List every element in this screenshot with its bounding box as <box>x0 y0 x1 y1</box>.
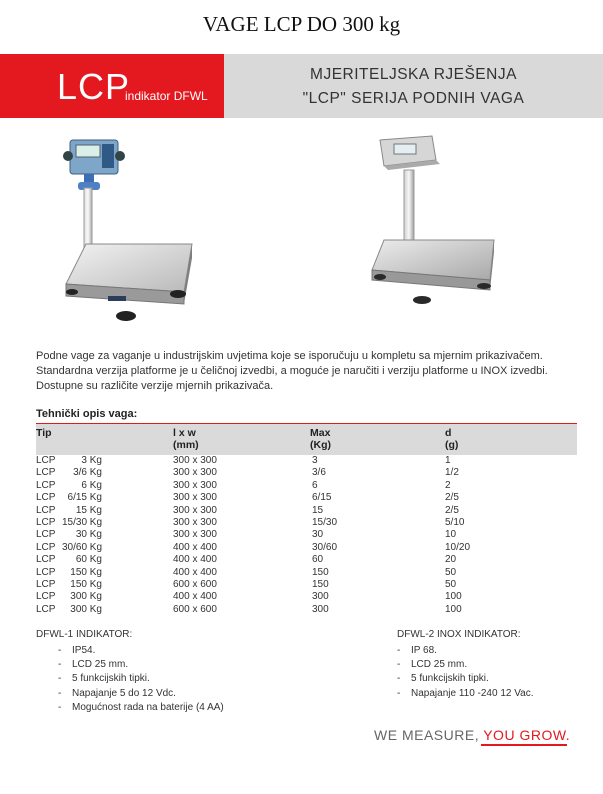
cell-d: 1 <box>445 455 451 466</box>
cell-tip: LCP <box>36 603 56 615</box>
banner-heading-line2: "LCP" SERIJA PODNIH VAGA <box>302 90 525 107</box>
cell-tip: LCP <box>36 479 56 491</box>
table-body <box>36 455 577 616</box>
cell-size: 600 x 600 <box>173 603 217 615</box>
feature-item: - LCD 25 mm. <box>397 659 597 673</box>
feature-item: - Mogućnost rada na baterije (4 AA) <box>36 702 336 716</box>
cell-cap: 300 Kg <box>70 603 102 615</box>
feature-item: - IP 68. <box>397 645 597 659</box>
cell-d: 1/2 <box>445 467 459 479</box>
header-size: l x w (mm) <box>173 427 199 451</box>
cell-cap: 150 Kg <box>70 566 102 578</box>
table-row <box>36 480 577 492</box>
header-tip: Tip <box>36 427 52 439</box>
cell-tip: LCP <box>36 578 56 590</box>
cell-size: 300 x 300 <box>173 455 217 466</box>
page-title: VAGE LCP DO 300 kg <box>202 12 401 36</box>
specs-title: Tehnički opis vaga: <box>36 408 138 420</box>
table-header <box>36 423 577 455</box>
cell-d: 100 <box>445 603 462 615</box>
cell-size: 400 x 400 <box>173 541 217 553</box>
cell-max: 15/30 <box>312 516 338 528</box>
cell-cap: 6 Kg <box>81 479 102 491</box>
cell-max: 15 <box>312 504 324 516</box>
cell-cap: 15/30 Kg <box>62 516 103 528</box>
cell-size: 300 x 300 <box>173 492 217 504</box>
cell-cap: 30/60 Kg <box>62 541 103 553</box>
dfwl2-title: DFWL-2 INOX INDIKATOR: <box>397 629 521 640</box>
cell-max: 150 <box>312 578 329 590</box>
specs-table <box>36 423 577 616</box>
cell-max: 300 <box>312 603 329 615</box>
cell-d: 2/5 <box>445 492 459 504</box>
table-row <box>36 579 577 591</box>
slogan-underline <box>481 744 567 746</box>
cell-cap: 30 Kg <box>75 529 102 541</box>
table-row <box>36 492 577 504</box>
table-row <box>36 567 577 579</box>
table-row <box>36 455 577 467</box>
slogan: WE MEASURE, YOU GROW. <box>374 727 571 743</box>
table-row <box>36 542 577 554</box>
cell-cap: 60 Kg <box>75 554 102 566</box>
cell-cap: 15 Kg <box>75 504 102 516</box>
cell-tip: LCP <box>36 566 56 578</box>
feature-item: - 5 funkcijskih tipki. <box>397 673 597 687</box>
cell-size: 300 x 300 <box>173 504 217 516</box>
cell-max: 6/15 <box>312 492 332 504</box>
cell-max: 300 <box>312 591 329 603</box>
cell-max: 3/6 <box>312 467 326 479</box>
cell-size: 600 x 600 <box>173 578 217 590</box>
feature-item: - 5 funkcijskih tipki. <box>36 673 336 687</box>
cell-max: 60 <box>312 554 324 566</box>
feature-item: - LCD 25 mm. <box>36 659 336 673</box>
cell-d: 100 <box>445 591 462 603</box>
cell-cap: 300 Kg <box>70 591 102 603</box>
cell-max: 150 <box>312 566 329 578</box>
table-row <box>36 467 577 479</box>
banner-heading-line1: MJERITELJSKA RJEŠENJA <box>310 66 517 83</box>
cell-size: 300 x 300 <box>173 529 217 541</box>
cell-tip: LCP <box>36 492 56 504</box>
cell-tip: LCP <box>36 516 56 528</box>
heading-band <box>224 54 603 118</box>
cell-tip: LCP <box>36 591 56 603</box>
table-row <box>36 554 577 566</box>
cell-cap: 3/6 Kg <box>73 467 102 479</box>
cell-tip: LCP <box>36 529 56 541</box>
feature-item: - Napajanje 5 do 12 Vdc. <box>36 688 336 702</box>
steel-scale-image <box>56 132 206 332</box>
cell-d: 2/5 <box>445 504 459 516</box>
cell-tip: LCP <box>36 455 56 466</box>
cell-d: 5/10 <box>445 516 465 528</box>
cell-d: 50 <box>445 578 457 590</box>
cell-max: 3 <box>312 455 318 466</box>
cell-cap: 3 Kg <box>81 455 102 466</box>
cell-size: 400 x 400 <box>173 566 217 578</box>
table-row <box>36 591 577 603</box>
cell-tip: LCP <box>36 504 56 516</box>
cell-d: 50 <box>445 566 457 578</box>
inox-scale-image <box>366 130 506 310</box>
cell-tip: LCP <box>36 541 56 553</box>
feature-item: - IP54. <box>36 645 336 659</box>
cell-max: 30/60 <box>312 541 338 553</box>
table-row <box>36 517 577 529</box>
cell-d: 10/20 <box>445 541 471 553</box>
cell-size: 400 x 400 <box>173 591 217 603</box>
cell-size: 300 x 300 <box>173 479 217 491</box>
dfwl2-indicator <box>397 629 597 702</box>
header-division: d (g) <box>445 427 459 451</box>
cell-size: 300 x 300 <box>173 516 217 528</box>
intro-text: Podne vage za vaganje u industrijskim uvjetima koje se isporučuju u kompletu sa mjernim prikazivačem. Standardna verzija platforme je u čeličnoj izvedbi, a moguće je naručiti i verziju platforme u INOX izvedbi. Dostupne su različite verzije mjernih prikazivača. <box>36 350 548 392</box>
brand-logo: LCP <box>57 66 131 107</box>
header-max: Max (Kg) <box>310 427 331 451</box>
cell-d: 10 <box>445 529 457 541</box>
cell-max: 30 <box>312 529 324 541</box>
cell-d: 2 <box>445 479 451 491</box>
dfwl1-title: DFWL-1 INDIKATOR: <box>36 629 133 640</box>
cell-size: 400 x 400 <box>173 554 217 566</box>
dfwl1-indicator <box>36 629 336 717</box>
cell-tip: LCP <box>36 467 56 479</box>
table-row <box>36 505 577 517</box>
brand-subtitle: indikator DFWL <box>125 89 208 103</box>
cell-d: 20 <box>445 554 457 566</box>
cell-cap: 150 Kg <box>70 578 102 590</box>
cell-tip: LCP <box>36 554 56 566</box>
cell-cap: 6/15 Kg <box>67 492 102 504</box>
table-row <box>36 604 577 616</box>
dfwl1-features <box>36 645 336 717</box>
dfwl2-features <box>397 645 597 703</box>
cell-max: 6 <box>312 479 318 491</box>
feature-item: - Napajanje 110 -240 12 Vac. <box>397 688 597 702</box>
cell-size: 300 x 300 <box>173 467 217 479</box>
table-row <box>36 529 577 541</box>
